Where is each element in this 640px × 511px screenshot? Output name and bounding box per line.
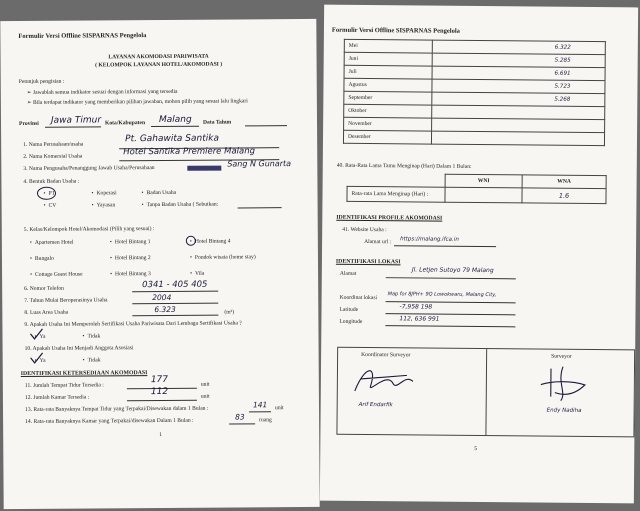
month-value[interactable]: 5.268 (432, 92, 605, 107)
avg-stay-wna: 1.6 (558, 191, 570, 200)
option-cv[interactable]: • CV (44, 203, 57, 209)
avg-stay-label: Rata-rata Lama Menginap (Hari) : (347, 186, 445, 202)
option-bintang-4[interactable]: • Hotel Bintang 4 (190, 239, 231, 245)
month-value[interactable]: 6.691 (432, 66, 605, 81)
month-name: Agustus (344, 78, 432, 92)
q9-option-tidak[interactable]: • Tidak (82, 333, 100, 339)
check-mark-icon (28, 327, 44, 341)
surveyor-name: Endy Nadiha (546, 407, 582, 414)
ruang-label: ruang (259, 417, 272, 424)
month-name: Juli (344, 65, 432, 79)
month-value[interactable]: 6.322 (432, 40, 605, 55)
q14-value: 83 (235, 412, 245, 422)
month-name: Oktober (344, 104, 432, 118)
unit-label: unit (200, 381, 210, 388)
option-badan-usaha[interactable]: • Badan Usaha (141, 190, 176, 196)
circle-mark-icon (35, 186, 57, 201)
instruction-item: ➢ Bila terdapat indikator yang memberikan pilihan jawaban, mohon pilih yang sesuai lalu lingkari (26, 98, 248, 106)
form-title: LAYANAN AKOMODASI PARIWISATA (108, 53, 209, 61)
alamat-url-value: https://malang.ifca.in (400, 236, 459, 243)
option-bintang-2[interactable]: • Hotel Bintang 2 (110, 255, 151, 261)
koordinator-label: Koordinator Surveyor (361, 351, 411, 359)
q12-value: 112 (150, 386, 169, 398)
q1-value: Pt. Gahawita Santika (125, 133, 220, 145)
month-name: Desember (343, 130, 431, 144)
wna-header: WNA (522, 175, 606, 189)
q13-value: 141 (252, 400, 268, 410)
longitude-value: 112, 636 991 (399, 315, 440, 323)
lokasi-section-title: IDENTIFIKASI LOKASI (335, 258, 401, 266)
latitude-label: Latitude (339, 306, 359, 313)
option-pondok-wisata[interactable]: • Pondok wisata (home stay) (190, 254, 256, 260)
month-value[interactable]: 5.285 (432, 53, 605, 68)
q11-value: 177 (150, 374, 169, 386)
page-number: 1 (159, 431, 162, 439)
q2-value: Hotel Santika Premiere Malang (123, 146, 256, 158)
q12-label: 12. Jumlah Kamar Tersedia : (24, 394, 90, 401)
q10-option-tidak[interactable]: • Tidak (83, 357, 101, 363)
page-number: 5 (474, 445, 478, 452)
unit-label: unit (200, 393, 210, 400)
q13-label: 13. Rata-rata Banyaknya Tempat Tidur yang Terpakai/Disewakan dalam 1 Bulan : (24, 405, 209, 413)
option-yayasan[interactable]: • Yayasan (92, 202, 116, 208)
q8-unit: (m²) (224, 309, 235, 316)
q7-label: 7. Tahun Mulai Beroperasinya Usaha (24, 297, 108, 304)
option-bungalo[interactable]: • Bungalo (30, 256, 54, 262)
kota-value: Malang (158, 114, 192, 126)
q40-label: 40. Rata-Rata Lama Tamu Menginap (Hari) Dalam 1 Bulan: (336, 162, 472, 170)
q7-value: 2004 (152, 292, 172, 303)
monthly-guest-table (343, 39, 606, 146)
q11-label: 11. Jumlah Tempat Tidur Tersedia : (24, 382, 104, 389)
avg-stay-wna-cell[interactable] (522, 188, 606, 204)
form-header: Formulir Versi Offline SISPARNAS Pengelola (331, 26, 460, 35)
q10-option-ya[interactable]: • Ya (35, 358, 46, 364)
q10-label: 10. Apakah Usaha Ini Menjadi Anggota Asosiasi (24, 345, 134, 352)
month-value[interactable]: 5.723 (432, 79, 605, 94)
q5-label: 5. Kelas/Kelompok Hotel/Akomodasi (Pilih yang sesuai) : (23, 226, 155, 233)
q3-label: 3. Nama Pengusaha/Penanggung Jawab Usaha/Perusahaan (23, 165, 155, 172)
option-bintang-3[interactable]: • Hotel Bintang 3 (110, 271, 151, 277)
circle-mark-icon (185, 235, 197, 247)
alamat-value: Jl. Letjen Sutoyo 79 Malang (411, 266, 494, 275)
kota-label: Kota/Kabupaten (104, 120, 146, 127)
q9-label: 9. Apakah Usaha Ini Memperoleh Sertifikasi Usaha Pariwisata Dari Lembaga Sertifikasi Usaha ? (24, 320, 242, 328)
province-label: Provinsi (18, 120, 39, 127)
option-koperasi[interactable]: • Koperasi (91, 190, 116, 196)
form-header: Formulir Versi Offline SISPARNAS Pengelola (18, 32, 147, 40)
avg-stay-table (346, 173, 606, 204)
month-name: September (344, 91, 432, 105)
q4-label: 4. Bentuk Badan Usaha : (23, 178, 80, 185)
q1-label: 1. Nama Perusahaan/usaha (23, 141, 84, 148)
q14-label: 14. Rata-rata Banyaknya Kamar yang Terpakai/disewakan Dalam 1 Bulan : (25, 417, 194, 425)
q2-label: 2. Nama Komersial Usaha (23, 153, 83, 160)
data-tahun-label: Data Tahun (202, 119, 232, 126)
redaction-mark (187, 166, 221, 171)
profile-section-title: IDENTIFIKASI PROFILE AKOMODASI (336, 214, 443, 222)
month-name: November (344, 117, 432, 131)
q6-value: 0341 - 405 405 (142, 279, 208, 291)
alamat-label: Alamat (339, 270, 357, 277)
instructions-label: Petunjuk pengisian : (18, 78, 65, 85)
section-title: IDENTIFIKASI KETERSEDIAAN AKOMODASI (20, 370, 148, 377)
koordinat-label: Koordinat lokasi (339, 294, 378, 302)
latitude-value: -7,958 198 (399, 303, 433, 311)
option-apartemen-hotel[interactable]: • Apartemen Hotel (30, 240, 74, 246)
surveyor-signature (533, 362, 593, 407)
option-cottage[interactable]: • Cottage Guest House (30, 272, 83, 278)
option-pt[interactable]: • PT (43, 191, 55, 197)
q6-label: 6. Nomor Telefon (24, 285, 64, 292)
q3-value: Sang N Gunarta (227, 159, 292, 169)
month-value[interactable] (431, 131, 604, 146)
q41-label: 41. Website Usaha : (342, 226, 387, 234)
q9-option-ya[interactable]: • Ya (34, 334, 45, 340)
month-name: Juni (344, 52, 432, 66)
koordinator-name: Arif Endarfik (358, 401, 393, 409)
longitude-label: Longitude (339, 318, 363, 325)
unit-label: unit (274, 405, 284, 412)
surveyor-label: Surveyor (551, 353, 572, 360)
alamat-url-label: Alamat url : (364, 238, 392, 246)
form-page-left (0, 19, 319, 509)
month-row (343, 130, 604, 145)
instruction-item: ➢ Jawablah semua indikator sesuai dengan informasi yang tersedia (26, 88, 178, 96)
form-subtitle: ( KELOMPOK LAYANAN HOTEL/AKOMODASI ) (95, 61, 223, 69)
form-page-right (320, 5, 638, 504)
option-tanpa-badan-usaha[interactable]: • Tanpa Badan Usaha ( Sebutkan: (142, 202, 219, 209)
option-bintang-1[interactable]: • Hotel Bintang 1 (110, 239, 151, 245)
avg-stay-wni[interactable] (445, 187, 522, 203)
province-value: Jawa Timur (50, 115, 102, 126)
check-mark-icon (29, 351, 45, 365)
koordinat-value: Map for 8JPH+ 9Q Lowokwaru, Malang City, (387, 291, 497, 299)
koordinator-signature (347, 361, 427, 402)
q8-label: 8. Luas Area Usaha (24, 309, 69, 316)
q8-value: 6.323 (154, 304, 176, 315)
option-vila[interactable]: • Vila (190, 271, 204, 277)
wni-header: WNI (445, 174, 522, 188)
month-name: Mei (344, 39, 432, 53)
